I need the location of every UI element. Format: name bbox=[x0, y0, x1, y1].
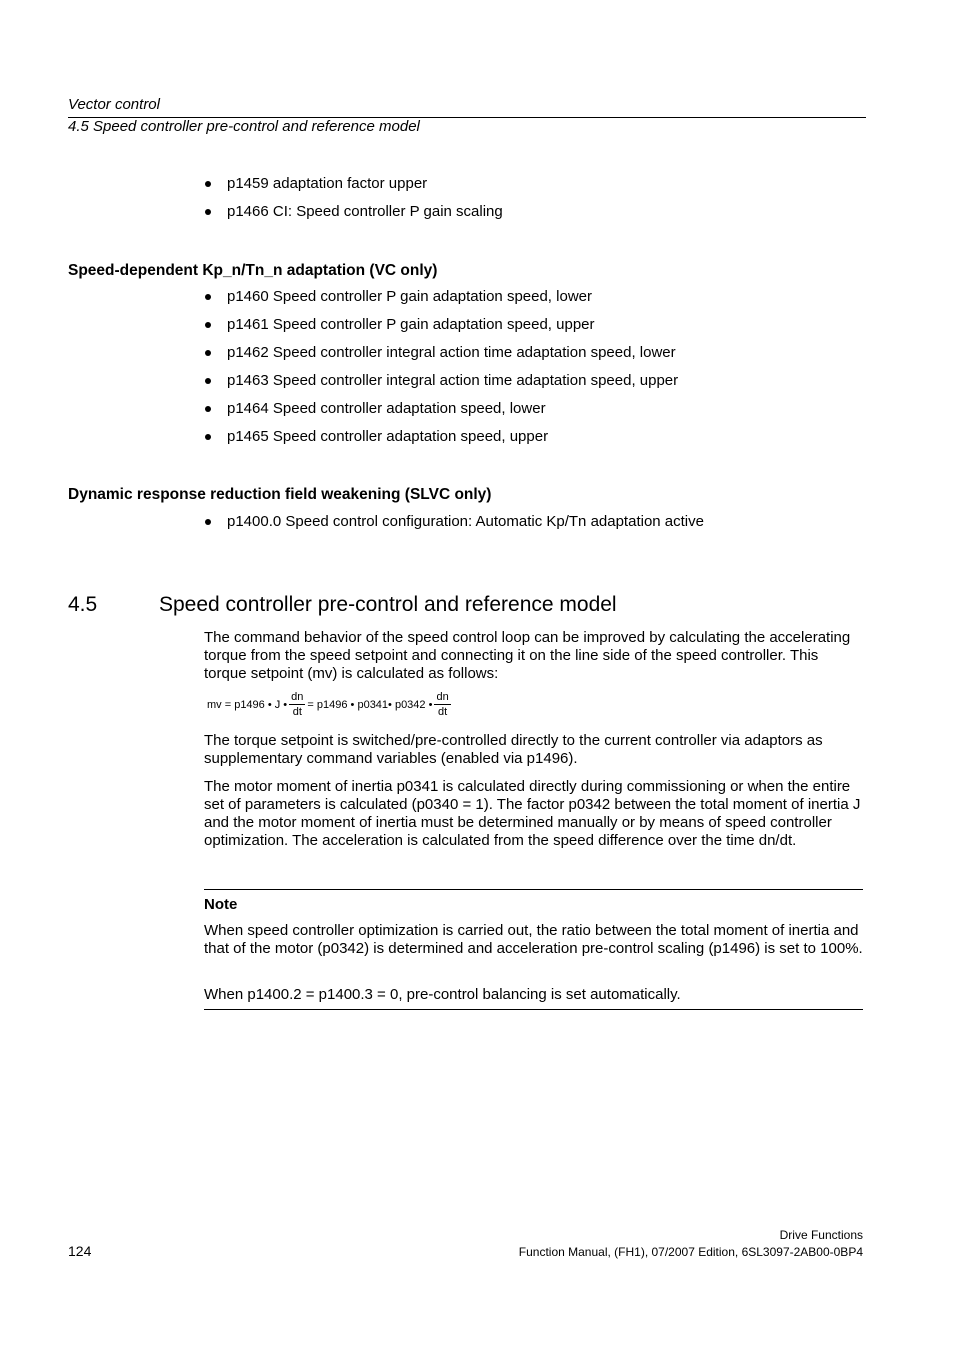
speed-adaptation-heading: Speed-dependent Kp_n/Tn_n adaptation (VC only) bbox=[68, 262, 438, 279]
section-paragraph-2: The torque setpoint is switched/pre-controlled directly to the current controller via adaptors as supplementary command variables (enabled via p1496). bbox=[204, 732, 823, 767]
list-item: p1459 adaptation factor upper bbox=[205, 175, 503, 193]
footer-doc-info: Function Manual, (FH1), 07/2007 Edition, 6SL3097-2AB00-0BP4 bbox=[518, 1245, 863, 1259]
note-title: Note bbox=[204, 896, 238, 913]
running-header-chapter: Vector control bbox=[68, 96, 160, 113]
section-paragraph-3: The motor moment of inertia p0341 is calculated directly during commissioning or when the entire set of parameters is calculated (p0340 = 1). The factor p0342 between the total moment of inertia J and the motor moment of inertia must be determined manually or by means of speed controller optimization. The acceleration is calculated from the speed difference over the time dn/dt. bbox=[204, 778, 861, 849]
section-number: 4.5 bbox=[68, 593, 98, 616]
list-item: p1464 Speed controller adaptation speed, lower bbox=[205, 400, 678, 418]
intro-bullet-list bbox=[205, 175, 503, 221]
fraction-denominator: dt bbox=[437, 706, 448, 718]
list-item: p1465 Speed controller adaptation speed, upper bbox=[205, 428, 678, 446]
formula-part-2: = p1496 • p0341• p0342 • bbox=[307, 698, 433, 711]
note-text-1: When speed controller optimization is carried out, the ratio between the total moment of inertia and that of the motor (p0342) is determined and acceleration pre-control scaling (p1496) is set to 100%. bbox=[204, 922, 863, 957]
footer-doc-title: Drive Functions bbox=[779, 1228, 863, 1242]
torque-formula bbox=[207, 690, 453, 719]
section-title: Speed controller pre-control and reference model bbox=[159, 593, 617, 616]
list-item: p1462 Speed controller integral action time adaptation speed, lower bbox=[205, 344, 678, 362]
fraction-numerator: dn bbox=[436, 691, 449, 703]
note-bottom-rule bbox=[204, 1009, 863, 1010]
section-paragraph-1: The command behavior of the speed control loop can be improved by calculating the accelerating torque from the speed setpoint and connecting it on the line side of the speed controller. This torque setpoint (mv) is calculated as follows: bbox=[204, 629, 851, 682]
header-rule bbox=[68, 117, 866, 118]
list-item: p1400.0 Speed control configuration: Automatic Kp/Tn adaptation active bbox=[205, 513, 704, 531]
list-item: p1460 Speed controller P gain adaptation speed, lower bbox=[205, 288, 678, 306]
fraction-dn-dt bbox=[289, 690, 305, 719]
fraction-denominator: dt bbox=[292, 706, 302, 718]
list-item: p1463 Speed controller integral action time adaptation speed, upper bbox=[205, 372, 678, 390]
note-text-2: When p1400.2 = p1400.3 = 0, pre-control balancing is set automatically. bbox=[204, 986, 681, 1003]
running-header-section: 4.5 Speed controller pre-control and reference model bbox=[68, 118, 420, 135]
list-item: p1461 Speed controller P gain adaptation speed, upper bbox=[205, 316, 678, 334]
page-number: 124 bbox=[68, 1243, 92, 1259]
field-weakening-bullet-list bbox=[205, 513, 704, 531]
note-top-rule bbox=[204, 889, 863, 890]
speed-adaptation-bullet-list bbox=[205, 288, 678, 446]
list-item: p1466 CI: Speed controller P gain scaling bbox=[205, 203, 503, 221]
fraction-numerator: dn bbox=[291, 691, 304, 703]
field-weakening-heading: Dynamic response reduction field weakening (SLVC only) bbox=[68, 486, 492, 503]
formula-part-1: mv = p1496 • J • bbox=[207, 698, 288, 711]
fraction-dn-dt bbox=[434, 690, 450, 719]
